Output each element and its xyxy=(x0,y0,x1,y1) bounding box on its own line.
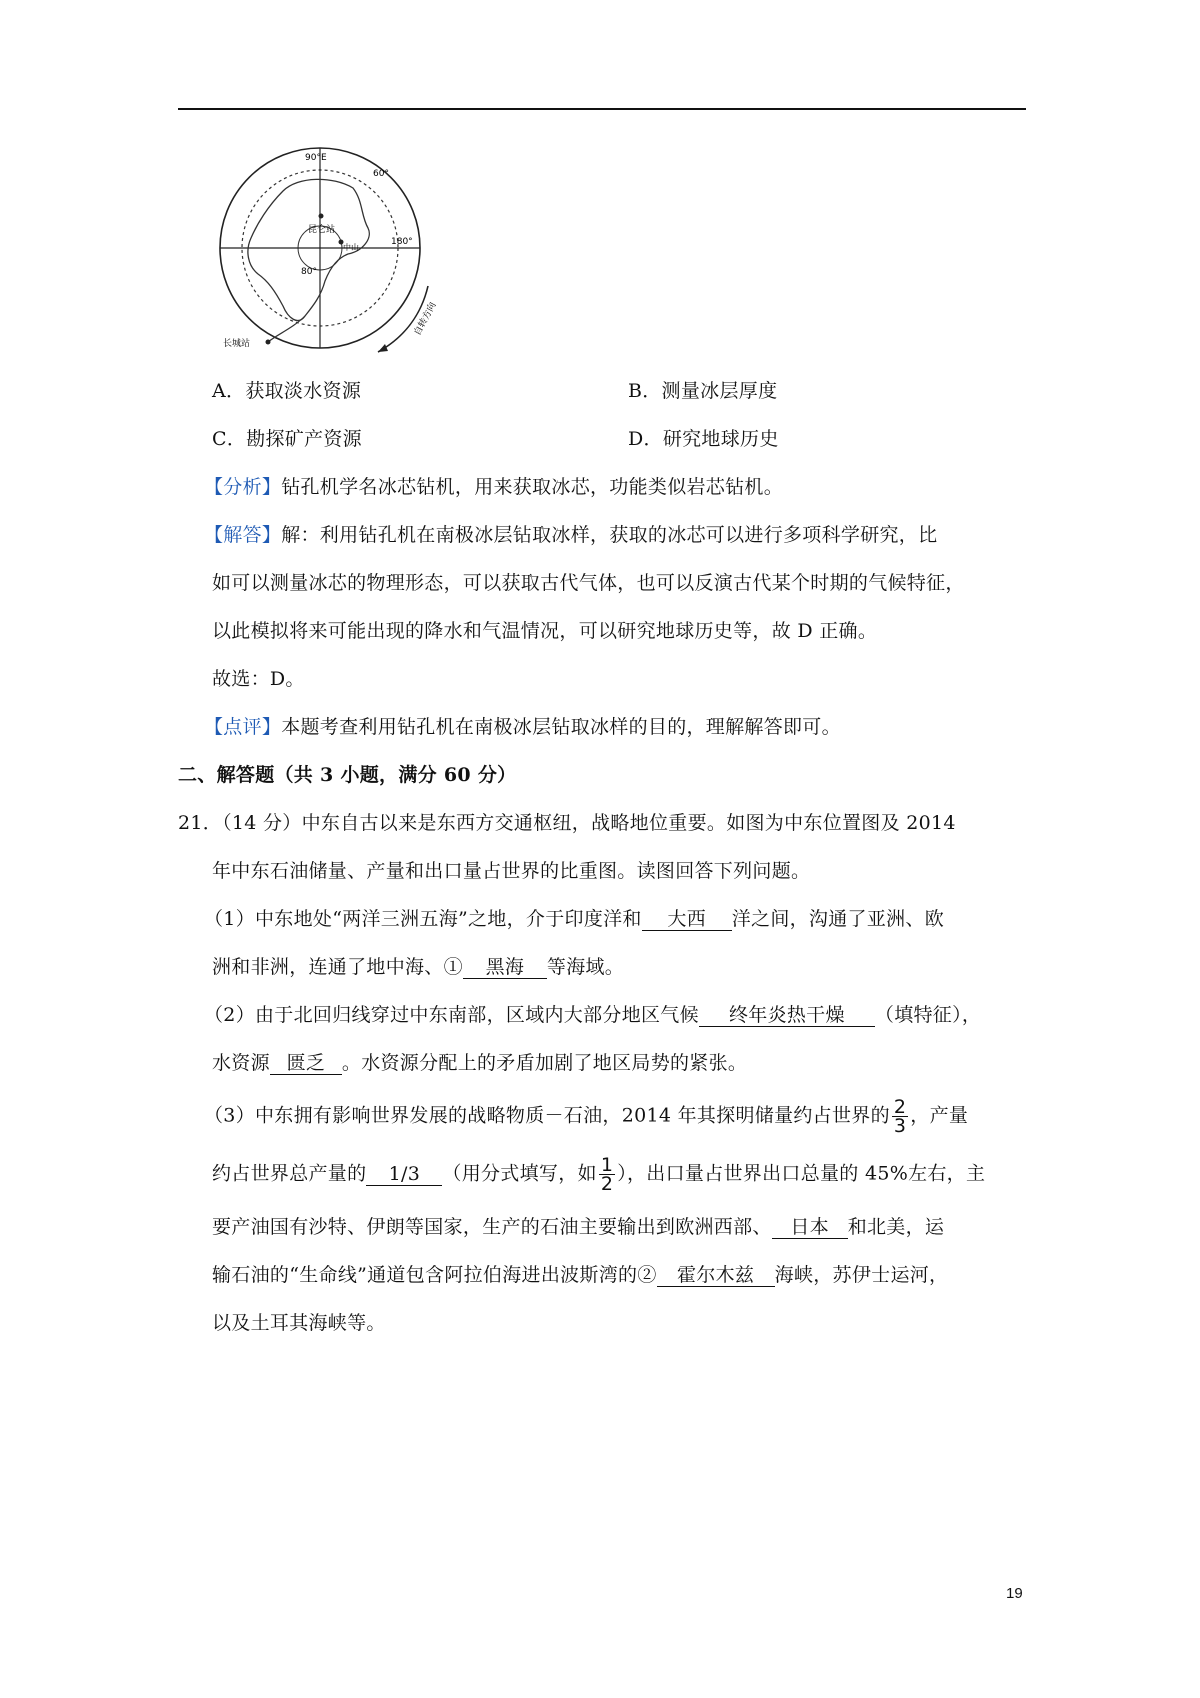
choice-line: 故选：D。 xyxy=(212,668,305,690)
label-80: 80° xyxy=(301,267,317,277)
solution-text-1: 解：利用钻孔机在南极冰层钻取冰样，获取的冰芯可以进行多项科学研究，比 xyxy=(281,524,938,546)
polar-map-svg xyxy=(213,146,453,360)
q21-p1-text-b: 洋之间，沟通了亚洲、欧 xyxy=(731,908,945,930)
q21-p3-text-h: 输石油的“生命线”通道包含阿拉伯海进出波斯湾的② xyxy=(212,1264,657,1286)
fraction-one-half xyxy=(599,1156,615,1193)
comment-line xyxy=(204,714,841,740)
q21-part3-line2 xyxy=(212,1156,985,1193)
q21-line-1: 21．（14 分）中东自古以来是东西方交通枢纽，战略地位重要。如图为中东位置图及 2014 xyxy=(178,812,956,834)
q21-p1-text-a: （1）中东地处“两洋三洲五海”之地，介于印度洋和 xyxy=(204,908,642,930)
q21-p3-text-g: 和北美，运 xyxy=(847,1216,945,1238)
section-title: 二、解答题（共 3 小题，满分 60 分） xyxy=(178,764,517,786)
option-a: A．获取淡水资源 xyxy=(212,380,362,402)
q21-p3-text-a: （3）中东拥有影响世界发展的战略物质－石油，2014 年其探明储量约占世界的 xyxy=(204,1104,890,1127)
analysis-line xyxy=(204,474,783,500)
q21-p2-text-b: （填特征）， xyxy=(874,1004,982,1026)
q21-line-2: 年中东石油储量、产量和出口量占世界的比重图。读图回答下列问题。 xyxy=(212,860,811,882)
fraction-two-thirds-den: 3 xyxy=(893,1115,907,1137)
q21-part1-line2 xyxy=(212,954,624,980)
label-90e: 90°E xyxy=(305,153,327,163)
q21-p3-text-d: （用分式填写，如 xyxy=(442,1162,597,1185)
q21-p1-text-d: 等海域。 xyxy=(546,956,625,978)
label-rotation: 自转方向 xyxy=(412,300,439,338)
q21-part2-line1 xyxy=(204,1002,981,1028)
antarctica-polar-map xyxy=(213,146,453,360)
analysis-tag: 【分析】 xyxy=(204,476,282,498)
q21-p3-text-f: 要产油国有沙特、伊朗等国家，生产的石油主要输出到欧洲西部、 xyxy=(212,1216,772,1238)
fraction-one-half-den: 2 xyxy=(600,1173,614,1195)
page-number: 19 xyxy=(1006,1585,1023,1602)
answer-climate: 终年炎热干燥 xyxy=(699,1004,875,1027)
label-kunlun: 昆仑站 xyxy=(308,225,336,235)
q21-p3-text-e: ），出口量占世界出口总量的 45%左右，主 xyxy=(617,1162,986,1185)
q21-p2-text-d: 。水资源分配上的矛盾加剧了地区局势的紧张。 xyxy=(341,1052,748,1074)
answer-hormuz: 霍尔木兹 xyxy=(657,1264,775,1287)
option-c: C．勘探矿产资源 xyxy=(212,428,362,450)
solution-line-1 xyxy=(204,522,937,548)
solution-line-3: 以此模拟将来可能出现的降水和气温情况，可以研究地球历史等，故 D 正确。 xyxy=(212,620,878,642)
option-b: B．测量冰层厚度 xyxy=(628,380,778,402)
q21-part2-line2 xyxy=(212,1050,747,1076)
q21-part3-line1 xyxy=(204,1098,968,1135)
fraction-two-thirds xyxy=(892,1098,908,1135)
label-180: 180° xyxy=(391,237,413,247)
solution-line-2: 如可以测量冰芯的物理形态，可以获取古代气体，也可以反演古代某个时期的气候特征， xyxy=(212,572,965,594)
q21-p3-text-c: 约占世界总产量的 xyxy=(212,1162,367,1185)
fraction-two-thirds-num: 2 xyxy=(893,1096,907,1118)
q21-p2-text-a: （2）由于北回归线穿过中东南部，区域内大部分地区气候 xyxy=(204,1004,699,1026)
option-d: D．研究地球历史 xyxy=(628,428,779,450)
q21-p3-text-b: ，产量 xyxy=(910,1104,969,1127)
answer-water: 匮乏 xyxy=(270,1052,342,1075)
header-rule xyxy=(178,108,1026,110)
fraction-one-half-num: 1 xyxy=(600,1154,614,1176)
label-60: 60° xyxy=(373,169,389,179)
answer-japan: 日本 xyxy=(772,1216,848,1239)
label-zhongshan: 中山 xyxy=(343,243,359,252)
answer-daxi: 大西 xyxy=(642,908,732,931)
q21-p3-text-i: 海峡，苏伊士运河， xyxy=(774,1264,949,1286)
comment-text: 本题考查利用钻孔机在南极冰层钻取冰样的目的，理解解答即可。 xyxy=(281,716,841,738)
q21-p2-text-c: 水资源 xyxy=(212,1052,270,1074)
label-changcheng: 长城站 xyxy=(223,339,251,349)
solution-tag: 【解答】 xyxy=(204,524,282,546)
answer-heihai: 黑海 xyxy=(463,956,547,979)
q21-part3-line3 xyxy=(212,1214,944,1240)
q21-part1-line1 xyxy=(204,906,944,932)
q21-part3-line5: 以及土耳其海峡等。 xyxy=(212,1312,386,1334)
comment-tag: 【点评】 xyxy=(204,716,282,738)
q21-p1-text-c: 洲和非洲，连通了地中海、① xyxy=(212,956,463,978)
answer-fraction: 1/3 xyxy=(366,1163,442,1186)
q21-part3-line4 xyxy=(212,1262,948,1288)
analysis-text: 钻孔机学名冰芯钻机，用来获取冰芯，功能类似岩芯钻机。 xyxy=(281,476,784,498)
